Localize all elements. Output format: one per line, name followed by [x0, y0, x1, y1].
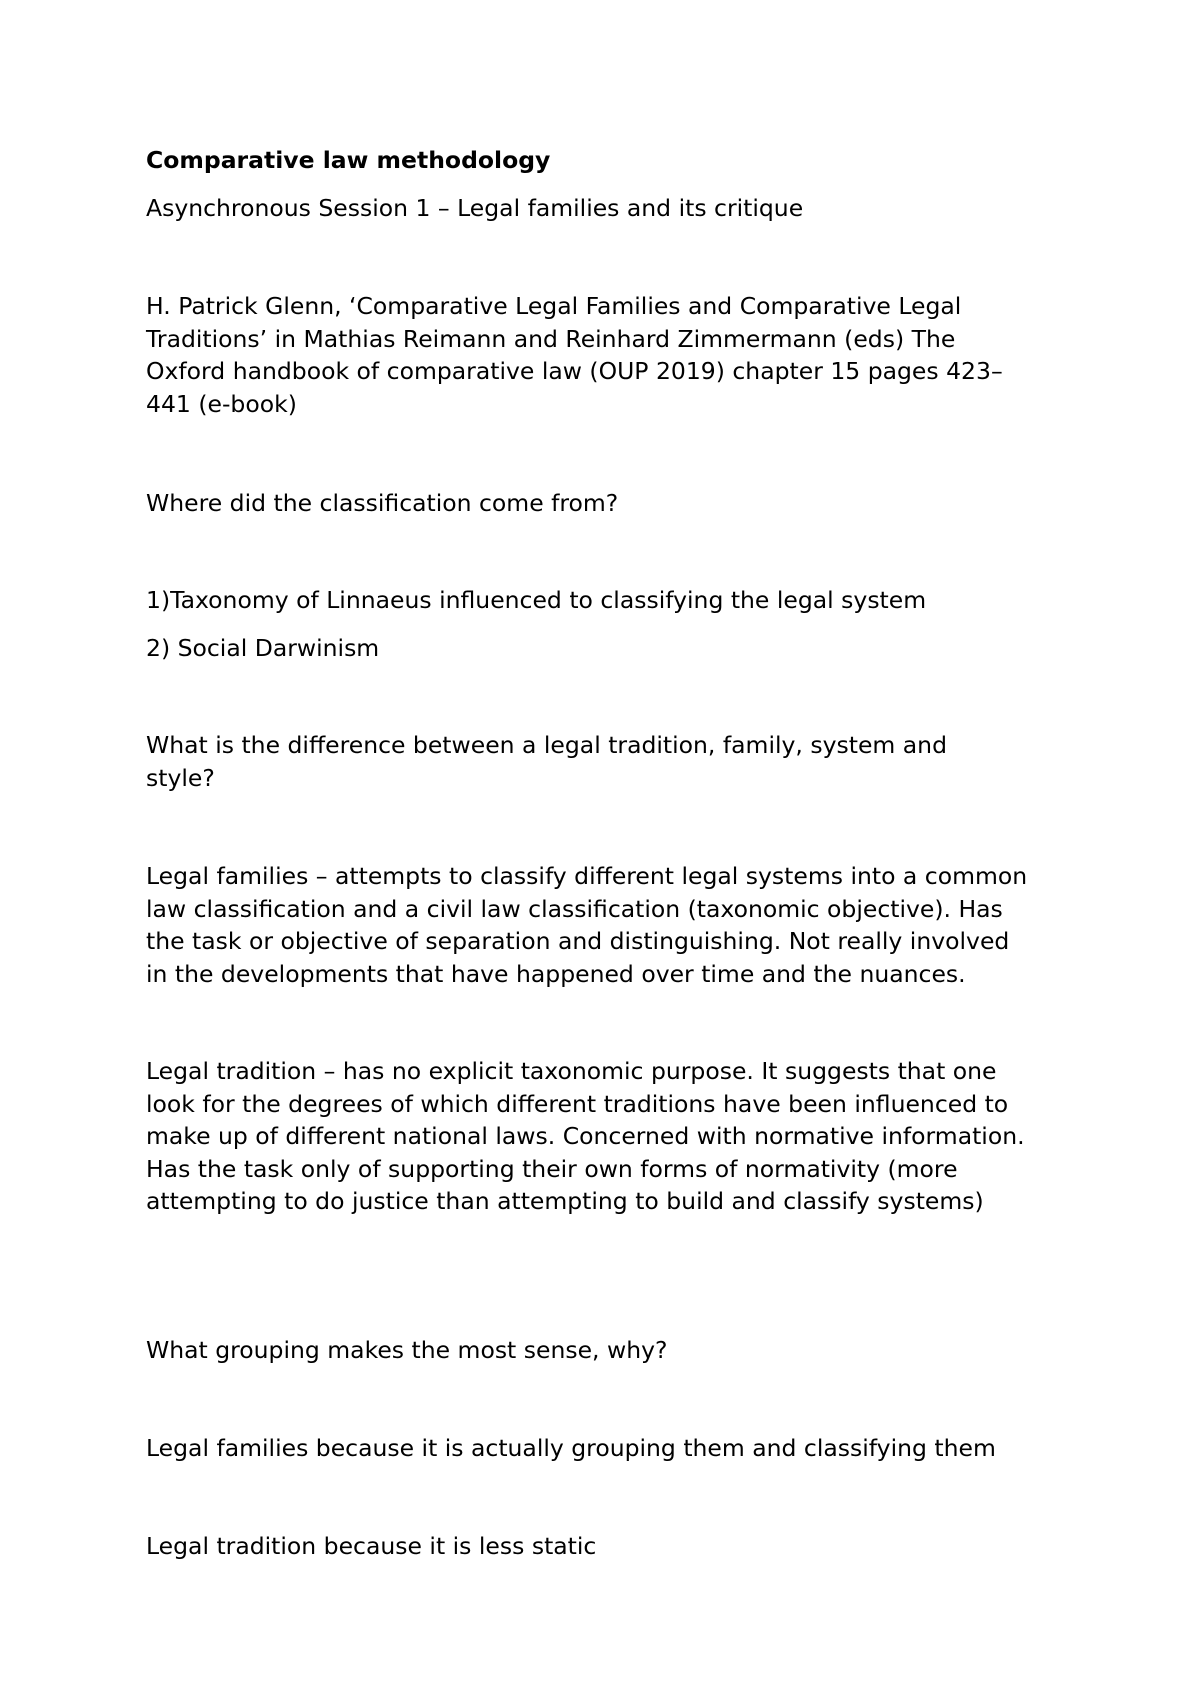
paragraph-line: make up of different national laws. Concerned with normative information.: [146, 1122, 1025, 1150]
paragraph-line: the task or objective of separation and distinguishing. Not really involved: [146, 927, 1010, 955]
citation-line: H. Patrick Glenn, ‘Comparative Legal Families and Comparative Legal: [146, 292, 962, 320]
paragraph-line: look for the degrees of which different traditions have been influenced to: [146, 1089, 1009, 1118]
answer-legal-families: Legal families because it is actually grouping them and classifying them: [146, 1434, 996, 1462]
question-grouping: What grouping makes the most sense, why?: [146, 1336, 668, 1364]
question-line: style?: [146, 763, 215, 792]
paragraph-line: Legal families – attempts to classify different legal systems into a common: [146, 862, 1028, 890]
question-classification-origin: Where did the classification come from?: [146, 489, 619, 517]
citation-line: Traditions’ in Mathias Reimann and Reinhard Zimmermann (eds) The: [146, 324, 956, 353]
paragraph-line: attempting to do justice than attempting to build and classify systems): [146, 1187, 984, 1215]
paragraph-line: Has the task only of supporting their own forms of normativity (more: [146, 1154, 958, 1183]
answer-legal-tradition: Legal tradition because it is less static: [146, 1532, 597, 1560]
paragraph-line: in the developments that have happened over time and the nuances.: [146, 959, 966, 988]
paragraph-line: law classification and a civil law classification (taxonomic objective). Has: [146, 894, 1003, 923]
session-subtitle: Asynchronous Session 1 – Legal families and its critique: [146, 194, 804, 222]
answer-taxonomy-linnaeus: 1)Taxonomy of Linnaeus influenced to classifying the legal system: [146, 586, 927, 614]
citation-line: 441 (e-book): [146, 389, 297, 418]
question-line: What is the difference between a legal tradition, family, system and: [146, 731, 947, 759]
legal-families-paragraph: [146, 860, 1086, 990]
paragraph-line: Legal tradition – has no explicit taxonomic purpose. It suggests that one: [146, 1057, 997, 1085]
question-difference: [146, 729, 1086, 794]
citation-line: Oxford handbook of comparative law (OUP 2019) chapter 15 pages 423–: [146, 357, 1003, 385]
citation-paragraph: [146, 290, 1086, 420]
document-title: Comparative law methodology: [146, 146, 551, 174]
answer-social-darwinism: 2) Social Darwinism: [146, 634, 380, 662]
legal-tradition-paragraph: [146, 1055, 1086, 1218]
